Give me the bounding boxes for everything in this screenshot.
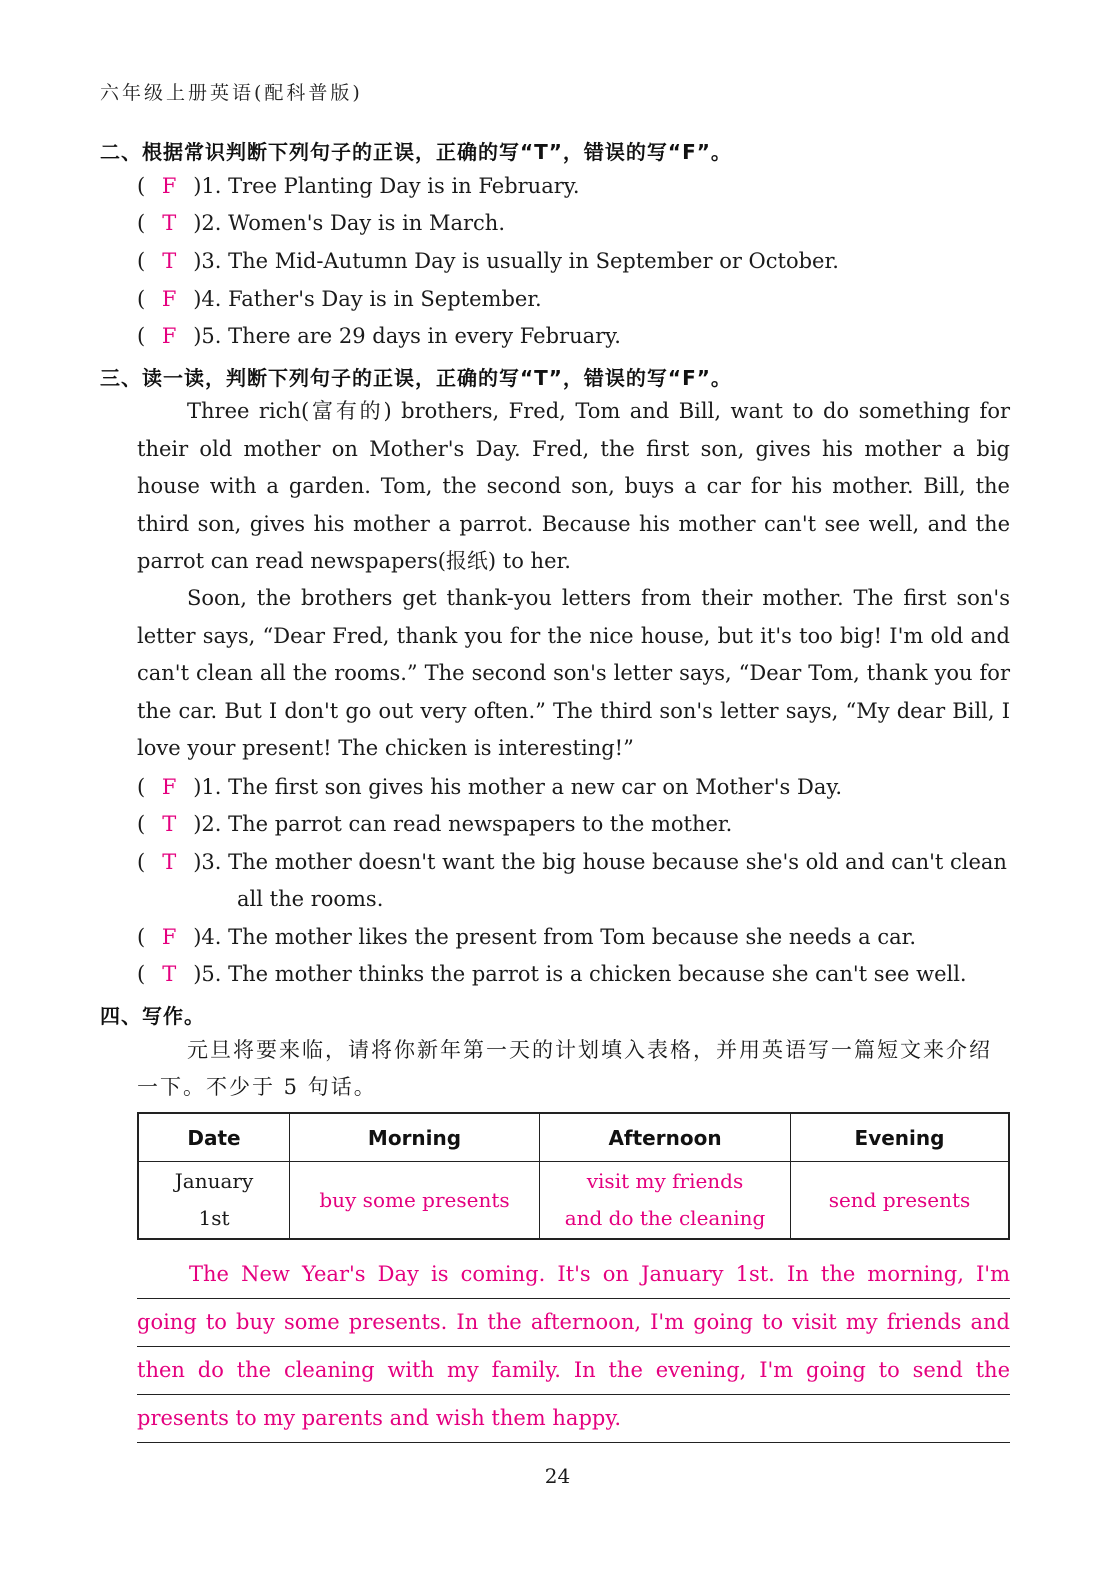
s3-item-1: ( F )1. The first son gives his mother a new car on Mother's Day. bbox=[137, 775, 843, 799]
header-date: Date bbox=[138, 1113, 290, 1162]
answer: F bbox=[161, 324, 177, 348]
answer: T bbox=[162, 211, 177, 235]
table-row bbox=[138, 1162, 1009, 1240]
s3-item-3: ( T )3. The mother doesn't want the big house because she's old and can't clean bbox=[137, 850, 1007, 874]
s2-item-5: ( F )5. There are 29 days in every February. bbox=[137, 324, 621, 348]
writing-instructions: 元旦将要来临，请将你新年第一天的计划填入表格，并用英语写一篇短文来介绍一下。不少于 5 句话。 bbox=[137, 1038, 992, 1099]
s3-item-4: ( F )4. The mother likes the present from Tom because she needs a car. bbox=[137, 925, 917, 949]
s2-item-2: ( T )2. Women's Day is in March. bbox=[137, 211, 506, 235]
s2-item-4: ( F )4. Father's Day is in September. bbox=[137, 287, 542, 311]
header-evening: Evening bbox=[791, 1113, 1010, 1162]
answer: T bbox=[162, 850, 177, 874]
s3-item-5: ( T )5. The mother thinks the parrot is a chicken because she can't see well. bbox=[137, 962, 967, 986]
header-afternoon: Afternoon bbox=[540, 1113, 791, 1162]
essay-line-2: going to buy some presents. In the afternoon, I'm going to visit my friends and bbox=[137, 1298, 1010, 1347]
answer: F bbox=[161, 174, 177, 198]
s3-item-3-continued: all the rooms. bbox=[237, 887, 384, 911]
cell-morning: buy some presents bbox=[290, 1162, 540, 1240]
section-4-title: 四、写作。 bbox=[100, 1004, 205, 1028]
table-header-row bbox=[138, 1113, 1009, 1162]
page-header: 六年级上册英语(配科普版) bbox=[100, 82, 363, 104]
answer: F bbox=[161, 775, 177, 799]
reading-paragraph-2: Soon, the brothers get thank-you letters from their mother. The first son's letter says, “Dear Fred, thank you for the nice house, but it's too big! I'm old and can't clean all the rooms.” The second son's letter says, “Dear Tom, thank you for the car. But I don't go out very often.” The third son's letter says, “My dear Bill, I love your present! The chicken is interesting!” bbox=[137, 586, 1010, 760]
s2-item-1: ( F )1. Tree Planting Day is in February. bbox=[137, 174, 580, 198]
essay-line-1: The New Year's Day is coming. It's on January 1st. In the morning, I'm bbox=[137, 1250, 1010, 1299]
s3-item-2: ( T )2. The parrot can read newspapers to the mother. bbox=[137, 812, 733, 836]
plan-table bbox=[137, 1112, 1010, 1240]
essay-line-4: presents to my parents and wish them happy. bbox=[137, 1394, 1010, 1443]
answer: T bbox=[162, 962, 177, 986]
cell-afternoon: visit my friends and do the cleaning bbox=[540, 1162, 791, 1240]
reading-paragraph-1: Three rich(富有的) brothers, Fred, Tom and Bill, want to do something for their old mother on Mother's Day. Fred, the first son, gives his mother a big house with a garden. Tom, the second son, buys a car for his mother. Bill, the third son, gives his mother a parrot. Because his mother can't see well, and the parrot can read newspapers(报纸) to her. bbox=[137, 399, 1010, 573]
section-3-title: 三、读一读，判断下列句子的正误，正确的写“T”，错误的写“F”。 bbox=[100, 366, 732, 390]
section-2-title: 二、根据常识判断下列句子的正误，正确的写“T”，错误的写“F”。 bbox=[100, 140, 732, 164]
answer: T bbox=[162, 812, 177, 836]
answer: F bbox=[161, 287, 177, 311]
page-number: 24 bbox=[544, 1464, 571, 1488]
answer: F bbox=[161, 925, 177, 949]
cell-evening: send presents bbox=[791, 1162, 1010, 1240]
header-morning: Morning bbox=[290, 1113, 540, 1162]
s2-item-3: ( T )3. The Mid-Autumn Day is usually in September or October. bbox=[137, 249, 839, 273]
cell-date: January 1st bbox=[138, 1162, 290, 1240]
essay-line-3: then do the cleaning with my family. In the evening, I'm going to send the bbox=[137, 1346, 1010, 1395]
answer: T bbox=[162, 249, 177, 273]
